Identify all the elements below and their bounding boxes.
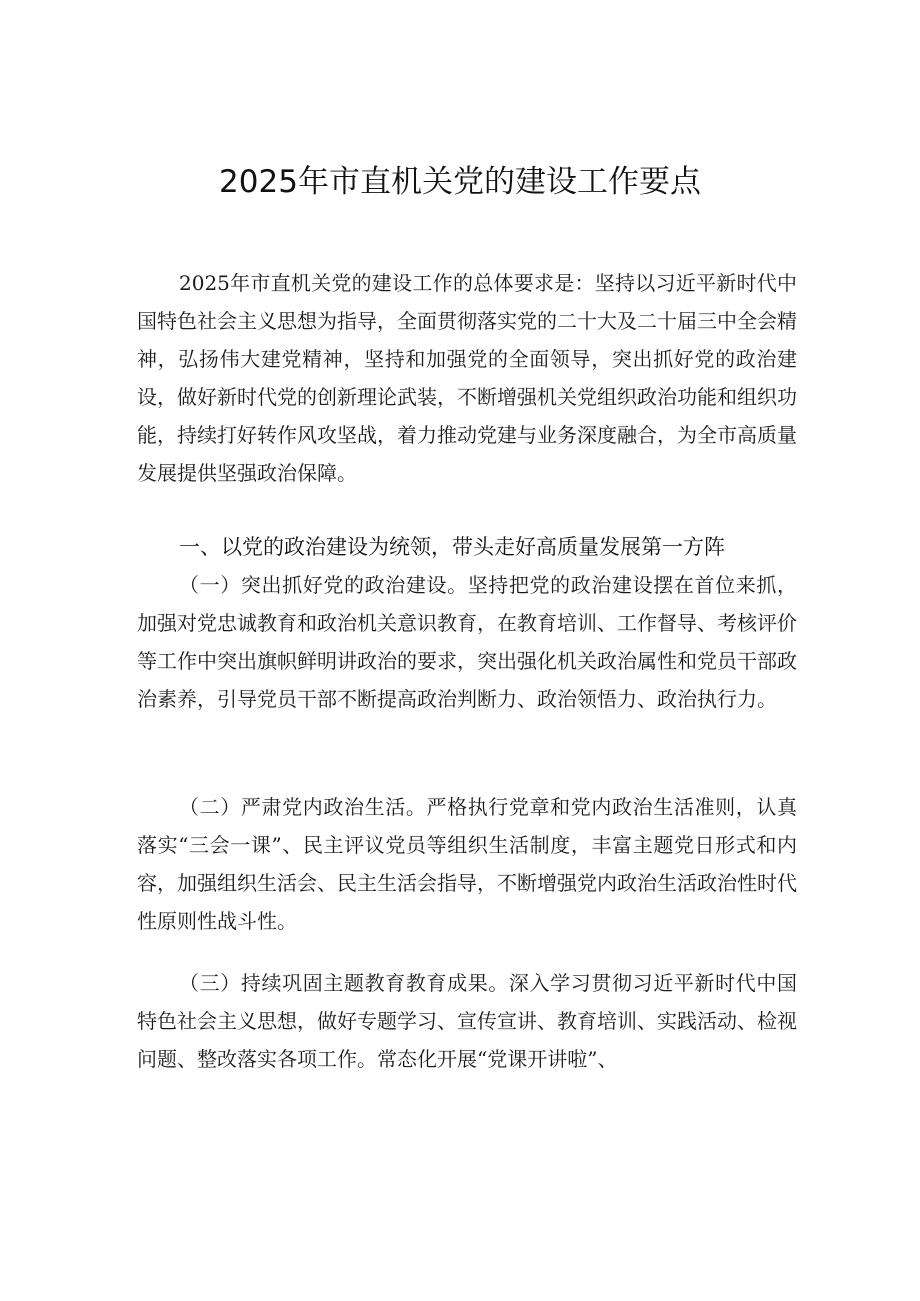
intro-paragraph: 2025年市直机关党的建设工作的总体要求是：坚持以习近平新时代中国特色社会主义思想为指导，全面贯彻落实党的二十大及二十届三中全会精神，弘扬伟大建党精神，坚持和加强党的全面领导，突出抓好党的政治建设，做好新时代党的创新理论武装，不断增强机关党组织政治功能和组织功能，持续打好转作风攻坚战，着力推动党建与业务深度融合，为全市高质量发展提供坚强政治保障。 bbox=[137, 271, 797, 485]
paragraph-item: （二）严肃党内政治生活。严格执行党章和党内政治生活准则，认真落实“三会一课”、民主评议党员等组织生活制度，丰富主题党日形式和内容，加强组织生活会、民主生活会指导，不断增强党内政治生活政治性时代性原则性战斗性。 bbox=[137, 795, 797, 933]
section-heading: 一、以党的政治建设为统领，带头走好高质量发展第一方阵 bbox=[179, 535, 725, 559]
document-title: 2025年市直机关党的建设工作要点 bbox=[219, 164, 701, 200]
paragraph-item: （三）持续巩固主题教育教育成果。深入学习贯彻习近平新时代中国特色社会主义思想，做好专题学习、宣传宣讲、教育培训、实践活动、检视问题、整改落实各项工作。常态化开展“党课开讲啦”、 bbox=[137, 971, 797, 1071]
paragraph-item: （一）突出抓好党的政治建设。坚持把党的政治建设摆在首位来抓，加强对党忠诚教育和政治机关意识教育，在教育培训、工作督导、考核评价等工作中突出旗帜鲜明讲政治的要求，突出强化机关政治属性和党员干部政治素养，引导党员干部不断提高政治判断力、政治领悟力、政治执行力。 bbox=[137, 573, 797, 711]
